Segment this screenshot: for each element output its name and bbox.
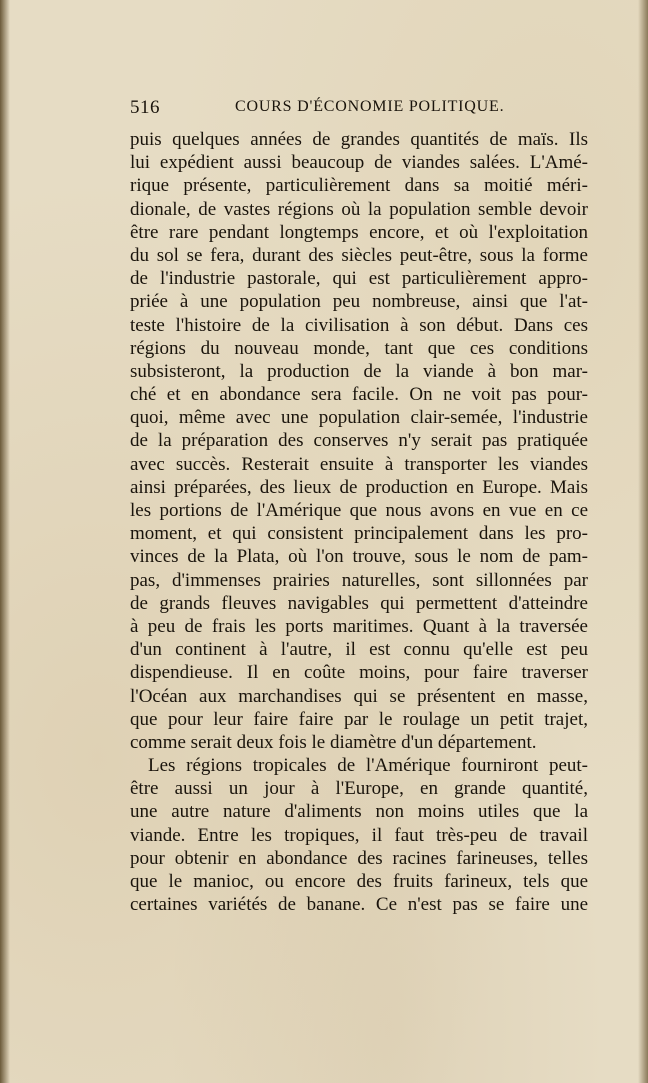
page-right-edge-shadow [638,0,648,1083]
running-title: COURS D'ÉCONOMIE POLITIQUE. [235,98,505,115]
text-line: pour obtenir en abondance des racines farineuses, telles [130,847,588,869]
text-line: régions du nouveau monde, tant que ces conditions [130,337,588,359]
text-line: vinces de la Plata, où l'on trouve, sous le nom de pam- [130,546,588,568]
body-text [130,128,588,916]
text-line: puis quelques années de grandes quantités de maïs. Ils [130,129,588,150]
text-line: que le manioc, ou encore des fruits farineux, tels que [130,871,588,892]
text-line: rique présente, particulièrement dans sa moitié méri- [130,175,588,197]
text-line: pas, d'immenses prairies naturelles, sont sillonnées par [130,569,588,591]
text-line: d'un continent à l'autre, il est connu qu'elle est peu [130,639,588,661]
text-line: certaines variétés de banane. Ce n'est pas se faire une [130,894,588,916]
text-line: du sol se fera, durant des siècles peut-être, sous la forme [130,244,588,266]
text-line: de grands fleuves navigables qui permettent d'atteindre [130,592,588,614]
text-line-paragraph-start: Les régions tropicales de l'Amérique fourniront peut- [148,755,588,777]
text-line: de la préparation des conserves n'y serait pas pratiquée [130,430,588,452]
text-line: de l'industrie pastorale, qui est particulièrement appro- [130,268,588,290]
text-line: viande. Entre les tropiques, il faut très-peu de travail [130,824,588,846]
text-line: une autre nature d'aliments non moins utiles que la [130,801,588,823]
text-line: les portions de l'Amérique que nous avons en vue en ce [130,500,588,521]
text-line: lui expédient aussi beaucoup de viandes salées. L'Amé- [130,152,588,174]
text-line: être aussi un jour à l'Europe, en grande quantité, [130,778,588,800]
text-line: moment, et qui consistent principalement dans les pro- [130,523,588,545]
text-line: subsisteront, la production de la viande à bon mar- [130,360,588,382]
page-left-edge-shadow [0,0,10,1083]
text-line: quoi, même avec une population clair-semée, l'industrie [130,407,588,429]
text-line: à peu de frais les ports maritimes. Quant à la traversée [130,615,588,637]
page-number: 516 [130,97,160,118]
text-line: priée à une population peu nombreuse, ainsi que l'at- [130,291,588,313]
text-line: que pour leur faire faire par le roulage un petit trajet, [130,708,588,730]
text-line: ainsi préparées, des lieux de production en Europe. Mais [130,476,588,498]
text-line: avec succès. Resterait ensuite à transporter les viandes [130,453,588,475]
text-line: être rare pendant longtemps encore, et où l'exploitation [130,221,588,243]
text-line: dionale, de vastes régions où la population semble devoir [130,198,588,220]
text-line-paragraph-end: comme serait deux fois le diamètre d'un département. [130,731,537,753]
text-line: dispendieuse. Il en coûte moins, pour faire traverser [130,662,588,684]
text-line: teste l'histoire de la civilisation à son début. Dans ces [130,314,588,336]
text-line: l'Océan aux marchandises qui se présentent en masse, [130,685,588,707]
page-header [130,97,588,121]
text-line: ché et en abondance sera facile. On ne voit pas pour- [130,384,588,406]
